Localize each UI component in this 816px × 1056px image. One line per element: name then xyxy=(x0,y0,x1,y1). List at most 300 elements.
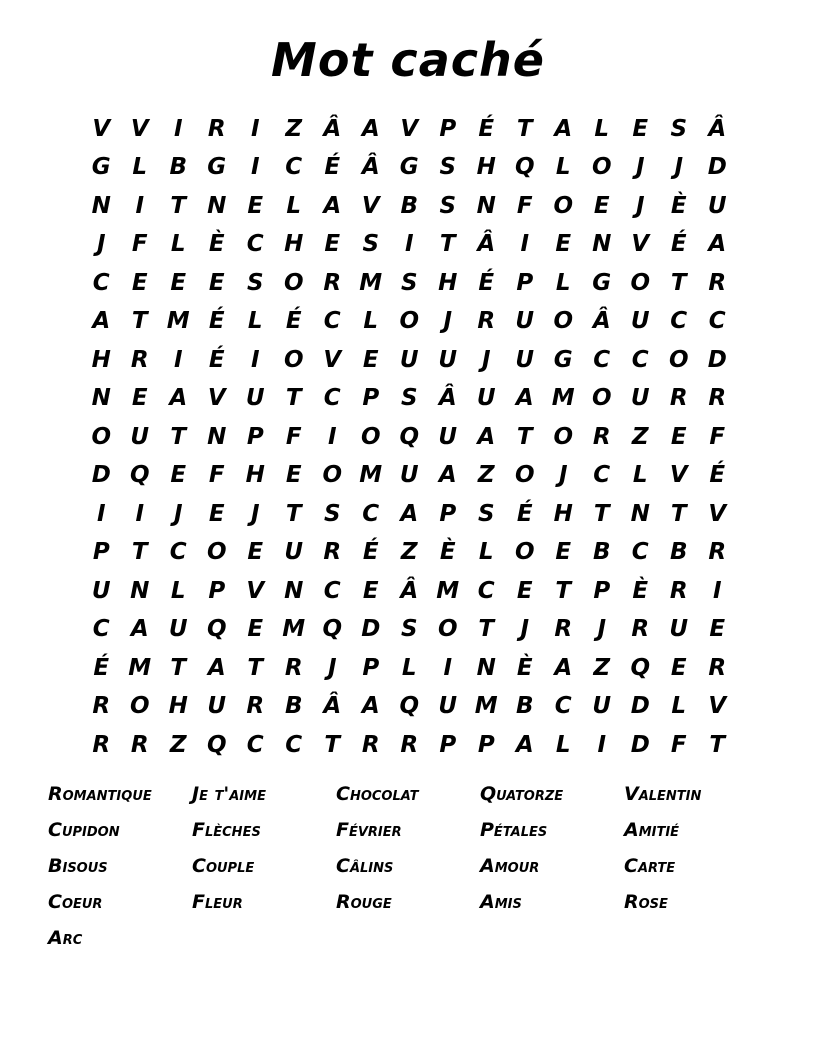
grid-letter[interactable]: D xyxy=(707,154,727,181)
grid-letter[interactable]: Q xyxy=(399,423,420,450)
grid-letter[interactable]: A xyxy=(361,693,380,720)
grid-letter[interactable]: L xyxy=(170,577,186,604)
grid-letter[interactable]: J xyxy=(558,462,568,489)
grid-letter[interactable]: F xyxy=(131,231,148,258)
grid-letter[interactable]: R xyxy=(130,346,149,373)
grid-letter[interactable]: T xyxy=(516,423,533,450)
grid-letter[interactable]: E xyxy=(324,231,341,258)
grid-letter[interactable]: E xyxy=(362,577,379,604)
grid-letter[interactable]: E xyxy=(555,539,572,566)
grid-letter[interactable]: J xyxy=(674,154,684,181)
grid-letter[interactable]: U xyxy=(592,693,612,720)
grid-letter[interactable]: U xyxy=(515,308,535,335)
grid-letter[interactable]: D xyxy=(630,731,650,758)
grid-letter[interactable]: R xyxy=(92,693,111,720)
grid-letter[interactable]: V xyxy=(361,192,380,219)
grid-letter[interactable]: I xyxy=(327,423,337,450)
grid-letter[interactable]: U xyxy=(130,423,150,450)
grid-letter[interactable]: D xyxy=(630,693,650,720)
grid-letter[interactable]: L xyxy=(363,308,379,335)
word-list-item: Carte xyxy=(624,855,676,877)
grid-letter[interactable]: J xyxy=(327,654,337,681)
grid-letter[interactable]: C xyxy=(246,231,264,258)
grid-letter[interactable]: E xyxy=(208,269,225,296)
grid-letter[interactable]: T xyxy=(324,731,341,758)
grid-letter[interactable]: F xyxy=(516,192,533,219)
grid-letter[interactable]: N xyxy=(130,577,150,604)
grid-letter[interactable]: U xyxy=(438,346,458,373)
grid-letter[interactable]: Â xyxy=(592,308,611,335)
grid-letter[interactable]: Z xyxy=(631,423,649,450)
grid-letter[interactable]: O xyxy=(129,693,150,720)
grid-letter[interactable]: P xyxy=(439,500,457,527)
grid-letter[interactable]: V xyxy=(323,346,342,373)
grid-letter[interactable]: T xyxy=(131,539,148,566)
grid-letter[interactable]: N xyxy=(284,577,304,604)
grid-letter[interactable]: L xyxy=(632,462,648,489)
grid-letter[interactable]: Â xyxy=(477,231,496,258)
grid-letter[interactable]: E xyxy=(555,231,572,258)
grid-letter[interactable]: B xyxy=(515,693,534,720)
grid-letter[interactable]: R xyxy=(477,308,496,335)
grid-letter[interactable]: U xyxy=(707,192,727,219)
grid-letter[interactable]: C xyxy=(92,616,110,643)
grid-letter[interactable]: A xyxy=(169,385,188,412)
grid-letter[interactable]: U xyxy=(630,385,650,412)
grid-letter[interactable]: J xyxy=(635,154,645,181)
grid-letter[interactable]: V xyxy=(669,462,688,489)
grid-letter[interactable]: F xyxy=(285,423,302,450)
grid-letter[interactable]: I xyxy=(173,115,183,142)
grid-letter[interactable]: Q xyxy=(322,616,343,643)
grid-letter[interactable]: O xyxy=(283,269,304,296)
grid-letter[interactable]: P xyxy=(593,577,611,604)
grid-letter[interactable]: È xyxy=(632,577,649,604)
grid-letter[interactable]: C xyxy=(477,577,495,604)
puzzle-title: Mot caché xyxy=(271,33,545,87)
grid-letter[interactable]: O xyxy=(553,192,574,219)
grid-letter[interactable]: L xyxy=(555,269,571,296)
word-list-item: Février xyxy=(336,819,402,841)
grid-letter[interactable]: V xyxy=(400,115,419,142)
grid-letter[interactable]: G xyxy=(553,346,573,373)
grid-letter[interactable]: È xyxy=(516,654,533,681)
grid-letter[interactable]: E xyxy=(170,269,187,296)
grid-letter[interactable]: H xyxy=(438,269,458,296)
grid-letter[interactable]: L xyxy=(286,192,302,219)
grid-letter[interactable]: E xyxy=(632,115,649,142)
grid-letter[interactable]: N xyxy=(592,231,612,258)
grid-letter[interactable]: V xyxy=(631,231,650,258)
grid-letter[interactable]: I xyxy=(443,654,453,681)
grid-letter[interactable]: Q xyxy=(630,654,651,681)
grid-letter[interactable]: C xyxy=(631,539,649,566)
grid-letter[interactable]: U xyxy=(438,693,458,720)
grid-letter[interactable]: C xyxy=(554,693,572,720)
grid-letter[interactable]: T xyxy=(439,231,456,258)
grid-letter[interactable]: S xyxy=(400,269,418,296)
grid-letter[interactable]: U xyxy=(168,616,188,643)
grid-letter[interactable]: D xyxy=(707,346,727,373)
grid-letter[interactable]: N xyxy=(630,500,650,527)
grid-letter[interactable]: É xyxy=(478,115,495,142)
grid-letter[interactable]: C xyxy=(708,308,726,335)
grid-letter[interactable]: O xyxy=(437,616,458,643)
grid-letter[interactable]: A xyxy=(554,115,573,142)
grid-letter[interactable]: Q xyxy=(206,731,227,758)
grid-letter[interactable]: É xyxy=(516,500,533,527)
word-list-item: Chocolat xyxy=(336,783,419,805)
grid-letter[interactable]: T xyxy=(478,616,495,643)
grid-letter[interactable]: D xyxy=(361,616,381,643)
grid-letter[interactable]: L xyxy=(594,115,610,142)
grid-letter[interactable]: S xyxy=(323,500,341,527)
grid-letter[interactable]: E xyxy=(285,462,302,489)
grid-letter[interactable]: M xyxy=(128,654,152,681)
grid-letter[interactable]: S xyxy=(439,192,457,219)
grid-letter[interactable]: R xyxy=(592,423,611,450)
grid-letter[interactable]: L xyxy=(671,693,687,720)
grid-letter[interactable]: U xyxy=(399,346,419,373)
grid-letter[interactable]: J xyxy=(481,346,491,373)
grid-letter[interactable]: E xyxy=(670,654,687,681)
grid-letter[interactable]: A xyxy=(361,115,380,142)
grid-letter[interactable]: U xyxy=(476,385,496,412)
grid-letter[interactable]: C xyxy=(593,346,611,373)
grid-letter[interactable]: É xyxy=(93,654,110,681)
grid-letter[interactable]: A xyxy=(92,308,111,335)
grid-letter[interactable]: É xyxy=(709,462,726,489)
grid-letter[interactable]: O xyxy=(668,346,689,373)
grid-letter[interactable]: C xyxy=(593,462,611,489)
grid-letter[interactable]: R xyxy=(708,539,727,566)
grid-letter[interactable]: È xyxy=(208,231,225,258)
grid-letter[interactable]: E xyxy=(670,423,687,450)
grid-letter[interactable]: N xyxy=(476,654,496,681)
grid-letter[interactable]: A xyxy=(708,231,727,258)
grid-letter[interactable]: E xyxy=(247,616,264,643)
grid-letter[interactable]: J xyxy=(250,500,260,527)
grid-letter[interactable]: C xyxy=(285,154,303,181)
grid-letter[interactable]: B xyxy=(169,154,188,181)
grid-letter[interactable]: R xyxy=(361,731,380,758)
grid-letter[interactable]: Â xyxy=(361,154,380,181)
grid-letter[interactable]: R xyxy=(669,577,688,604)
grid-letter[interactable]: U xyxy=(438,423,458,450)
grid-letter[interactable]: M xyxy=(359,462,383,489)
grid-letter[interactable]: Z xyxy=(285,115,303,142)
grid-letter[interactable]: O xyxy=(283,346,304,373)
grid-letter[interactable]: T xyxy=(170,423,187,450)
grid-letter[interactable]: É xyxy=(670,231,687,258)
grid-letter[interactable]: R xyxy=(708,654,727,681)
grid-letter[interactable]: F xyxy=(670,731,687,758)
grid-letter[interactable]: R xyxy=(400,731,419,758)
grid-letter[interactable]: N xyxy=(207,192,227,219)
grid-letter[interactable]: H xyxy=(476,154,496,181)
grid-letter[interactable]: E xyxy=(208,500,225,527)
grid-letter[interactable]: J xyxy=(635,192,645,219)
grid-letter[interactable]: D xyxy=(91,462,111,489)
grid-letter[interactable]: T xyxy=(593,500,610,527)
grid-letter[interactable]: B xyxy=(592,539,611,566)
grid-letter[interactable]: N xyxy=(476,192,496,219)
grid-letter[interactable]: C xyxy=(169,539,187,566)
grid-letter[interactable]: L xyxy=(478,539,494,566)
grid-letter[interactable]: O xyxy=(360,423,381,450)
grid-letter[interactable]: O xyxy=(514,539,535,566)
grid-letter[interactable]: Q xyxy=(514,154,535,181)
grid-letter[interactable]: L xyxy=(401,654,417,681)
grid-letter[interactable]: R xyxy=(130,731,149,758)
grid-letter[interactable]: V xyxy=(92,115,111,142)
grid-letter[interactable]: J xyxy=(520,616,530,643)
grid-letter[interactable]: R xyxy=(708,385,727,412)
grid-letter[interactable]: C xyxy=(323,308,341,335)
grid-letter[interactable]: N xyxy=(207,423,227,450)
grid-letter[interactable]: U xyxy=(284,539,304,566)
grid-letter[interactable]: T xyxy=(670,269,687,296)
grid-letter[interactable]: I xyxy=(250,154,260,181)
grid-letter[interactable]: S xyxy=(400,385,418,412)
grid-letter[interactable]: C xyxy=(362,500,380,527)
grid-letter[interactable]: J xyxy=(443,308,453,335)
grid-letter[interactable]: A xyxy=(515,731,534,758)
grid-letter[interactable]: É xyxy=(285,308,302,335)
grid-letter[interactable]: E xyxy=(247,192,264,219)
grid-letter[interactable]: A xyxy=(477,423,496,450)
grid-letter[interactable]: O xyxy=(553,423,574,450)
grid-letter[interactable]: É xyxy=(208,308,225,335)
grid-letter[interactable]: V xyxy=(708,500,727,527)
grid-letter[interactable]: T xyxy=(131,308,148,335)
grid-letter[interactable]: C xyxy=(631,346,649,373)
grid-letter[interactable]: E xyxy=(131,269,148,296)
grid-letter[interactable]: A xyxy=(130,616,149,643)
grid-letter[interactable]: Â xyxy=(438,385,457,412)
grid-letter[interactable]: O xyxy=(630,269,651,296)
grid-letter[interactable]: G xyxy=(207,154,227,181)
grid-letter[interactable]: Z xyxy=(400,539,418,566)
grid-letter[interactable]: E xyxy=(170,462,187,489)
grid-letter[interactable]: P xyxy=(439,115,457,142)
grid-letter[interactable]: E xyxy=(362,346,379,373)
grid-letter[interactable]: T xyxy=(170,192,187,219)
grid-letter[interactable]: É xyxy=(362,539,379,566)
grid-letter[interactable]: F xyxy=(709,423,726,450)
grid-letter[interactable]: M xyxy=(551,385,575,412)
grid-letter[interactable]: G xyxy=(91,154,111,181)
grid-letter[interactable]: B xyxy=(400,192,419,219)
grid-letter[interactable]: L xyxy=(170,231,186,258)
grid-letter[interactable]: O xyxy=(206,539,227,566)
grid-letter[interactable]: V xyxy=(708,693,727,720)
grid-letter[interactable]: T xyxy=(285,500,302,527)
grid-letter[interactable]: R xyxy=(554,616,573,643)
grid-letter[interactable]: E xyxy=(593,192,610,219)
grid-letter[interactable]: A xyxy=(323,192,342,219)
grid-letter[interactable]: R xyxy=(323,269,342,296)
grid-letter[interactable]: R xyxy=(284,654,303,681)
grid-letter[interactable]: L xyxy=(555,731,571,758)
grid-letter[interactable]: I xyxy=(250,115,260,142)
grid-letter[interactable]: I xyxy=(250,346,260,373)
grid-letter[interactable]: S xyxy=(439,154,457,181)
grid-letter[interactable]: I xyxy=(712,577,722,604)
grid-letter[interactable]: É xyxy=(478,269,495,296)
grid-letter[interactable]: L xyxy=(132,154,148,181)
grid-letter[interactable]: M xyxy=(166,308,190,335)
grid-letter[interactable]: I xyxy=(520,231,530,258)
word-list-item: Amour xyxy=(480,855,540,877)
grid-letter[interactable]: A xyxy=(400,500,419,527)
grid-letter[interactable]: P xyxy=(92,539,110,566)
grid-letter[interactable]: N xyxy=(91,192,111,219)
grid-letter[interactable]: A xyxy=(438,462,457,489)
grid-letter[interactable]: É xyxy=(324,154,341,181)
grid-letter[interactable]: Â xyxy=(400,577,419,604)
grid-letter[interactable]: I xyxy=(135,500,145,527)
grid-letter[interactable]: I xyxy=(404,231,414,258)
grid-letter[interactable]: Â xyxy=(323,693,342,720)
grid-letter[interactable]: H xyxy=(553,500,573,527)
grid-letter[interactable]: E xyxy=(516,577,533,604)
word-list-item: Amis xyxy=(480,891,522,913)
grid-letter[interactable]: A xyxy=(207,654,226,681)
grid-letter[interactable]: U xyxy=(515,346,535,373)
grid-letter[interactable]: È xyxy=(670,192,687,219)
grid-letter[interactable]: Q xyxy=(129,462,150,489)
grid-letter[interactable]: E xyxy=(247,539,264,566)
grid-letter[interactable]: É xyxy=(208,346,225,373)
grid-letter[interactable]: R xyxy=(92,731,111,758)
grid-letter[interactable]: Z xyxy=(593,654,611,681)
grid-letter[interactable]: V xyxy=(207,385,226,412)
grid-letter[interactable]: R xyxy=(323,539,342,566)
grid-letter[interactable]: T xyxy=(516,115,533,142)
grid-letter[interactable]: A xyxy=(515,385,534,412)
grid-letter[interactable]: Z xyxy=(477,462,495,489)
grid-letter[interactable]: M xyxy=(474,693,498,720)
grid-letter[interactable]: U xyxy=(245,385,265,412)
grid-letter[interactable]: G xyxy=(399,154,419,181)
grid-letter[interactable]: S xyxy=(400,616,418,643)
grid-letter[interactable]: T xyxy=(555,577,572,604)
grid-letter[interactable]: P xyxy=(246,423,264,450)
grid-letter[interactable]: O xyxy=(514,462,535,489)
grid-letter[interactable]: Q xyxy=(399,693,420,720)
grid-letter[interactable]: P xyxy=(516,269,534,296)
grid-letter[interactable]: O xyxy=(553,308,574,335)
grid-letter[interactable]: U xyxy=(669,616,689,643)
grid-letter[interactable]: G xyxy=(592,269,612,296)
grid-letter[interactable]: T xyxy=(170,654,187,681)
grid-letter[interactable]: R xyxy=(631,616,650,643)
grid-letter[interactable]: M xyxy=(359,269,383,296)
grid-letter[interactable]: Â xyxy=(708,115,727,142)
grid-letter[interactable]: H xyxy=(168,693,188,720)
grid-letter[interactable]: T xyxy=(285,385,302,412)
grid-letter[interactable]: C xyxy=(670,308,688,335)
grid-letter[interactable]: È xyxy=(439,539,456,566)
grid-letter[interactable]: P xyxy=(362,654,380,681)
grid-letter[interactable]: C xyxy=(246,731,264,758)
grid-letter[interactable]: O xyxy=(399,308,420,335)
grid-letter[interactable]: P xyxy=(362,385,380,412)
grid-letter[interactable]: I xyxy=(597,731,607,758)
grid-letter[interactable]: R xyxy=(246,693,265,720)
grid-letter[interactable]: L xyxy=(247,308,263,335)
grid-letter[interactable]: Q xyxy=(206,616,227,643)
word-list-item: Rose xyxy=(624,891,668,913)
word-list-item: Amitié xyxy=(624,819,680,841)
grid-letter[interactable]: P xyxy=(208,577,226,604)
grid-letter[interactable]: V xyxy=(246,577,265,604)
grid-letter[interactable]: V xyxy=(130,115,149,142)
grid-letter[interactable]: C xyxy=(323,577,341,604)
grid-letter[interactable]: E xyxy=(709,616,726,643)
grid-letter[interactable]: C xyxy=(285,731,303,758)
grid-letter[interactable]: R xyxy=(708,269,727,296)
grid-letter[interactable]: H xyxy=(284,231,304,258)
grid-letter[interactable]: T xyxy=(247,654,264,681)
grid-letter[interactable]: H xyxy=(245,462,265,489)
grid-letter[interactable]: Â xyxy=(323,115,342,142)
grid-letter[interactable]: I xyxy=(96,500,106,527)
grid-letter[interactable]: E xyxy=(131,385,148,412)
grid-letter[interactable]: J xyxy=(173,500,183,527)
grid-letter[interactable]: B xyxy=(284,693,303,720)
grid-letter[interactable]: P xyxy=(439,731,457,758)
grid-letter[interactable]: F xyxy=(208,462,225,489)
grid-letter[interactable]: M xyxy=(282,616,306,643)
grid-letter[interactable]: T xyxy=(670,500,687,527)
grid-letter[interactable]: I xyxy=(135,192,145,219)
grid-letter[interactable]: I xyxy=(173,346,183,373)
grid-letter[interactable]: S xyxy=(246,269,264,296)
grid-letter[interactable]: U xyxy=(630,308,650,335)
grid-letter[interactable]: S xyxy=(670,115,688,142)
word-list-item: Arc xyxy=(48,927,83,949)
grid-letter[interactable]: S xyxy=(362,231,380,258)
grid-letter[interactable]: N xyxy=(91,385,111,412)
grid-letter[interactable]: H xyxy=(91,346,111,373)
grid-letter[interactable]: U xyxy=(207,693,227,720)
grid-letter[interactable]: O xyxy=(591,154,612,181)
grid-letter[interactable]: A xyxy=(554,654,573,681)
grid-letter[interactable]: P xyxy=(477,731,495,758)
grid-letter[interactable]: R xyxy=(669,385,688,412)
grid-letter[interactable]: C xyxy=(92,269,110,296)
grid-letter[interactable]: B xyxy=(669,539,688,566)
grid-letter[interactable]: S xyxy=(477,500,495,527)
grid-letter[interactable]: O xyxy=(91,423,112,450)
grid-letter[interactable]: U xyxy=(399,462,419,489)
grid-letter[interactable]: Z xyxy=(169,731,187,758)
grid-letter[interactable]: L xyxy=(555,154,571,181)
grid-letter[interactable]: U xyxy=(91,577,111,604)
grid-letter[interactable]: O xyxy=(322,462,343,489)
grid-letter[interactable]: R xyxy=(207,115,226,142)
grid-letter[interactable]: C xyxy=(323,385,341,412)
grid-letter[interactable]: O xyxy=(591,385,612,412)
grid-letter[interactable]: T xyxy=(709,731,726,758)
grid-letter[interactable]: J xyxy=(597,616,607,643)
word-list-item: Valentin xyxy=(624,783,702,805)
word-list xyxy=(48,776,768,956)
grid-letter[interactable]: M xyxy=(436,577,460,604)
grid-letter[interactable]: J xyxy=(96,231,106,258)
